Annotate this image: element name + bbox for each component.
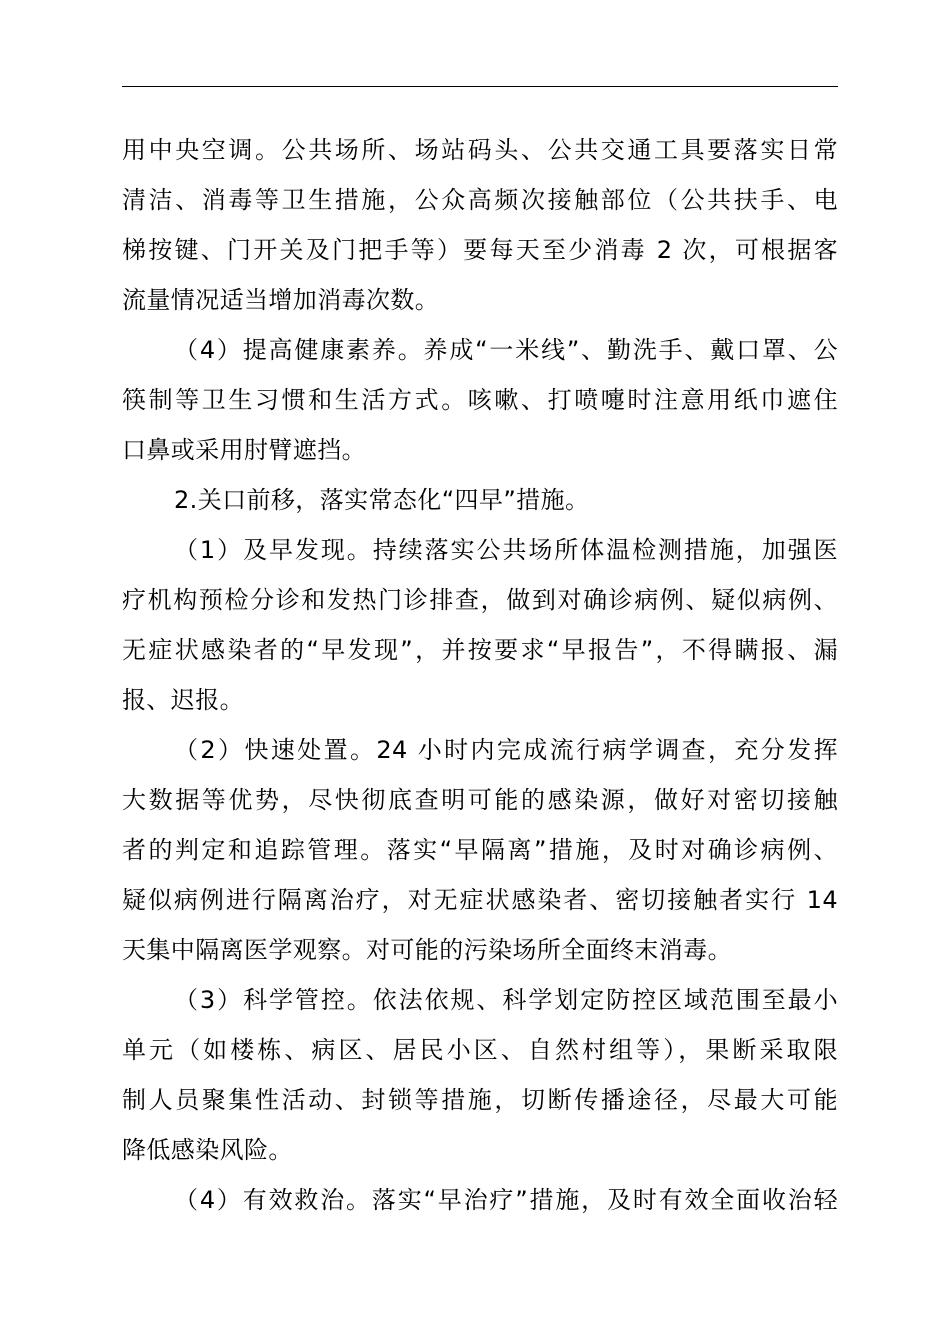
text-line: 大数据等优势，尽快彻底查明可能的感染源，做好对密切接触 [122,786,838,814]
text-line: 用中央空调。公共场所、场站码头、公共交通工具要落实日常 [122,136,838,164]
text-line: 流量情况适当增加消毒次数。 [122,286,440,314]
document-body [122,127,838,1227]
text-line: 2.关口前移，落实常态化“四早”措施。 [174,486,590,514]
text-line: 疗机构预检分诊和发热门诊排查，做到对确诊病例、疑似病例、 [122,586,838,614]
text-line: 报、迟报。 [122,686,244,714]
text-line: （4）有效救治。落实“早治疗”措施，及时有效全面收治轻 [174,1186,838,1214]
text-line: 口鼻或采用肘臂遮挡。 [122,436,366,464]
text-line: 清洁、消毒等卫生措施，公众高频次接触部位（公共扶手、电 [122,186,838,214]
text-line: 降低感染风险。 [122,1136,293,1164]
text-line: 无症状感染者的“早发现”，并按要求“早报告”，不得瞒报、漏 [122,636,838,664]
text-line: 筷制等卫生习惯和生活方式。咳嗽、打喷嚏时注意用纸巾遮住 [122,386,838,414]
text-line: 者的判定和追踪管理。落实“早隔离”措施，及时对确诊病例、 [122,836,838,864]
text-line: （1）及早发现。持续落实公共场所体温检测措施，加强医 [174,536,838,564]
text-line: 单元（如楼栋、病区、居民小区、自然村组等），果断采取限 [122,1036,838,1064]
header-rule [122,86,838,87]
text-line: 疑似病例进行隔离治疗，对无症状感染者、密切接触者实行 14 [122,886,838,914]
text-line: （4）提高健康素养。养成“一米线”、勤洗手、戴口罩、公 [174,336,838,364]
text-line: 梯按键、门开关及门把手等）要每天至少消毒 2 次，可根据客 [122,236,838,264]
text-line: （2）快速处置。24 小时内完成流行病学调查，充分发挥 [174,736,838,764]
text-line: 制人员聚集性活动、封锁等措施，切断传播途径，尽最大可能 [122,1086,838,1114]
text-line: （3）科学管控。依法依规、科学划定防控区域范围至最小 [174,986,838,1014]
text-line: 天集中隔离医学观察。对可能的污染场所全面终末消毒。 [122,936,732,964]
